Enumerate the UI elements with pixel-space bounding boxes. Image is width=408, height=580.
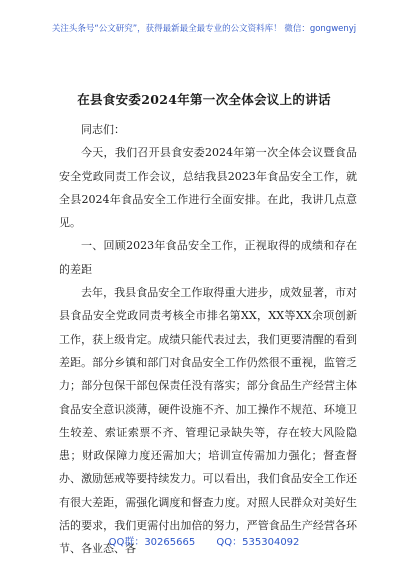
section-heading-1: 一、回顾2023年食品安全工作，正视取得的成绩和存在的差距	[59, 239, 357, 276]
header-notice: 关注头条号“公文研究”，获得最新最全最专业的公文资料库！ 微信：gongwenyj	[51, 24, 357, 34]
footer-qq: QQ：535304092	[216, 537, 300, 548]
paragraph-intro: 今天，我们召开县食安委2024年第一次全体会议暨食品安全党政同责工作会议，总结我县2023年食品安全工作，就全县2024年食品安全工作进行全面安排。在此，我讲几点意见。	[59, 146, 357, 230]
salutation: 同志们：	[81, 123, 125, 136]
paragraph-review: 去年，我县食品安全工作取得重大进步，成效显著，市对县食品安全党政同责考核全市排名第XX，XX等XX余项创新工作，获上级肯定。成绩只能代表过去，我们更要清醒的看到差距。部分乡镇和部门对食品安全工作仍然很不重视，监管乏力；部分包保干部包保责任没有落实；部分食品生产经营主体食品安全意识淡薄，硬件设施不齐、加工操作不规范、环境卫生较差、索证索票不齐、管理记录缺失等，存在较大风险隐患；财政保障力度还需加大；培训宣传需加力强化；督查督办、激励惩戒等要持续发力。可以看出，我们食品安全工作还有很大差距，需强化调度和督查力度。对照人民群众对美好生活的要求，我们更需付出加倍的努力，严管食品生产经营各环节、各业态、各	[59, 286, 357, 556]
document-body	[59, 118, 357, 561]
footer-qq-group: QQ群：30265665	[108, 537, 196, 548]
document-title: 在县食安委2024年第一次全体会议上的讲话	[77, 92, 331, 107]
footer-contact	[0, 533, 408, 548]
